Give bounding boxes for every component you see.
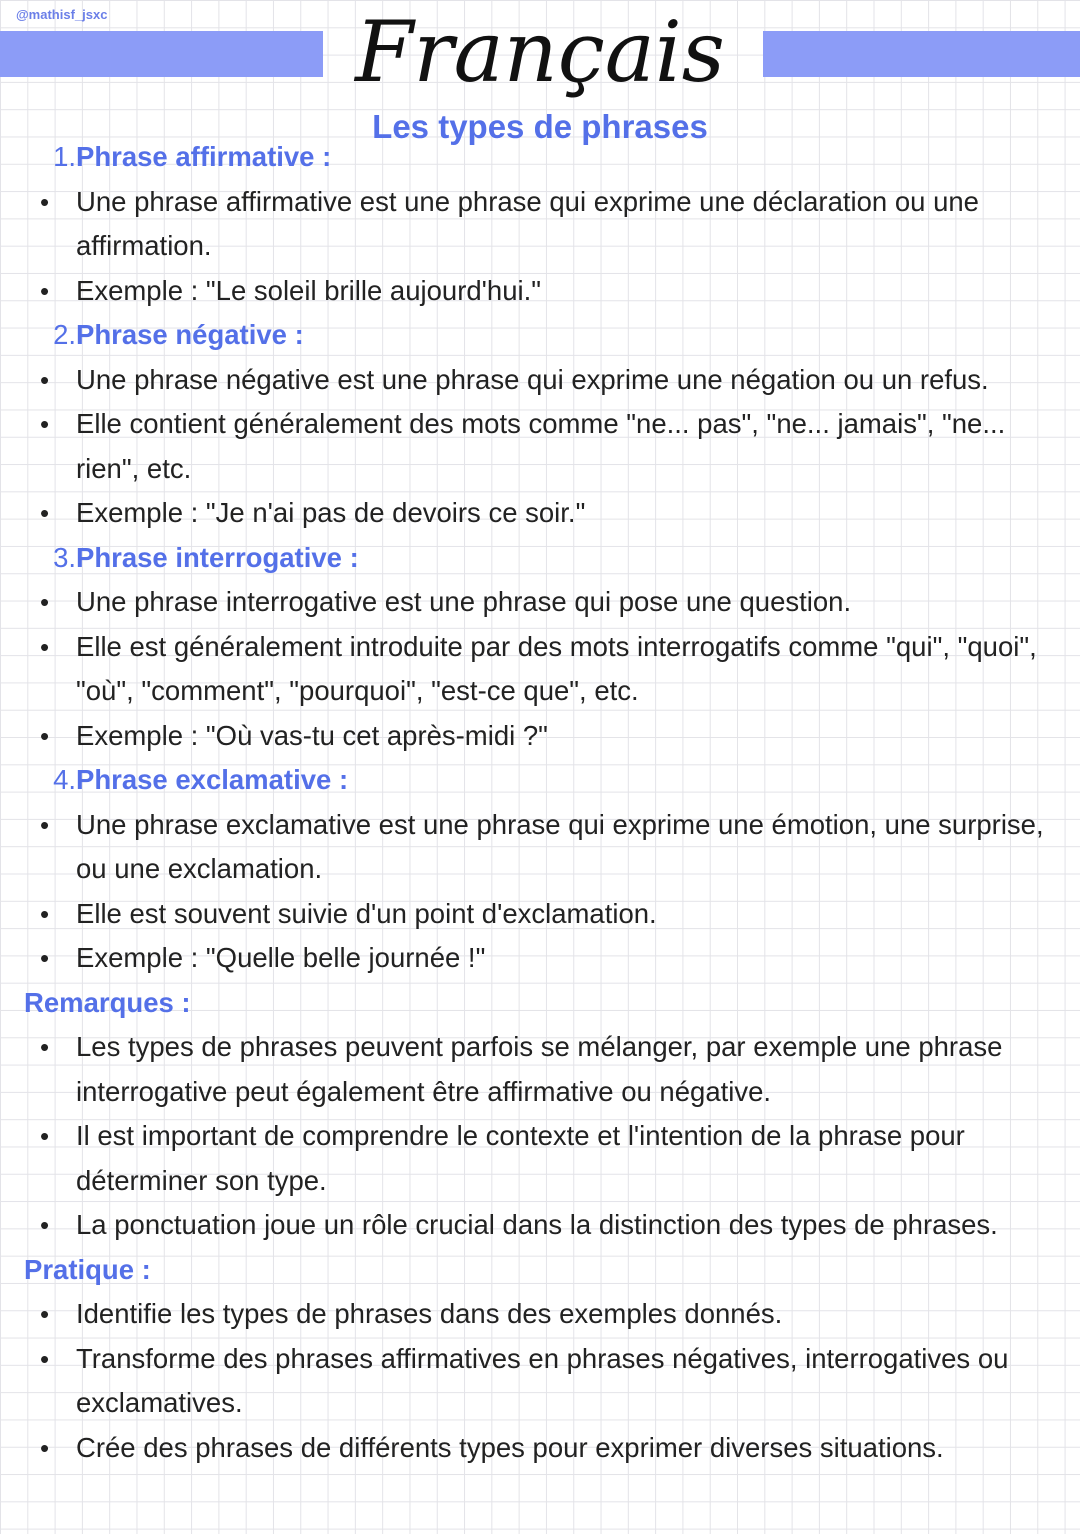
list-item: • Une phrase affirmative est une phrase qui exprime une déclaration ou une affirmation. xyxy=(0,180,1056,269)
section-heading-label: Phrase affirmative : xyxy=(76,141,332,172)
section-heading-label: Phrase négative : xyxy=(76,319,304,350)
list-item: • Une phrase négative est une phrase qui exprime une négation ou un refus. xyxy=(0,358,1056,403)
section-number: 3. xyxy=(53,541,76,573)
section-number: 1. xyxy=(53,141,76,172)
author-handle: @mathisf_jsxc xyxy=(16,7,108,22)
list-item: • Elle est souvent suivie d'un point d'exclamation. xyxy=(0,892,1056,937)
section-heading-label: Pratique : xyxy=(24,1253,151,1285)
list-item: • Une phrase exclamative est une phrase qui exprime une émotion, une surprise, ou une exclamation. xyxy=(0,803,1056,892)
list-item: • Une phrase interrogative est une phrase qui pose une question. xyxy=(0,580,1056,625)
content xyxy=(0,135,1080,1470)
bullet-list xyxy=(0,180,1080,314)
section-number: 4. xyxy=(53,764,76,795)
bullet-list xyxy=(0,1292,1080,1470)
section-heading-label: Remarques : xyxy=(24,986,191,1018)
list-item: • Crée des phrases de différents types pour exprimer diverses situations. xyxy=(0,1426,1056,1471)
section-heading xyxy=(0,1248,1080,1293)
page-title: Français xyxy=(355,3,725,101)
section-heading-label: Phrase exclamative : xyxy=(76,764,349,795)
list-item: • Exemple : "Je n'ai pas de devoirs ce soir." xyxy=(0,491,1056,536)
list-item: • Elle est généralement introduite par des mots interrogatifs comme "qui", "quoi", "où", "comment", "pourquoi", "est-ce que", etc. xyxy=(0,625,1056,714)
list-item: • Il est important de comprendre le contexte et l'intention de la phrase pour déterminer son type. xyxy=(0,1114,1056,1203)
bullet-list xyxy=(0,803,1080,981)
list-item: • Exemple : "Où vas-tu cet après-midi ?" xyxy=(0,714,1056,759)
page-subtitle: Les types de phrases xyxy=(372,108,708,145)
section-number: 2. xyxy=(53,319,76,350)
section-heading xyxy=(0,313,1080,358)
bullet-list xyxy=(0,358,1080,536)
list-item: • La ponctuation joue un rôle crucial dans la distinction des types de phrases. xyxy=(0,1203,1056,1248)
list-item: • Transforme des phrases affirmatives en phrases négatives, interrogatives ou exclamatives. xyxy=(0,1337,1056,1426)
section-heading xyxy=(0,758,1080,803)
bullet-list xyxy=(0,580,1080,758)
section-heading xyxy=(0,135,1080,180)
list-item: • Exemple : "Quelle belle journée !" xyxy=(0,936,1056,981)
section-heading xyxy=(0,536,1080,581)
list-item: • Elle contient généralement des mots comme "ne... pas", "ne... jamais", "ne... rien", etc. xyxy=(0,402,1056,491)
bullet-list xyxy=(0,1025,1080,1248)
list-item: • Les types de phrases peuvent parfois se mélanger, par exemple une phrase interrogative peut également être affirmative ou négative. xyxy=(0,1025,1056,1114)
list-item: • Exemple : "Le soleil brille aujourd'hui." xyxy=(0,269,1056,314)
section-heading-label: Phrase interrogative : xyxy=(76,541,359,573)
section-heading xyxy=(0,981,1080,1026)
list-item: • Identifie les types de phrases dans des exemples donnés. xyxy=(0,1292,1056,1337)
